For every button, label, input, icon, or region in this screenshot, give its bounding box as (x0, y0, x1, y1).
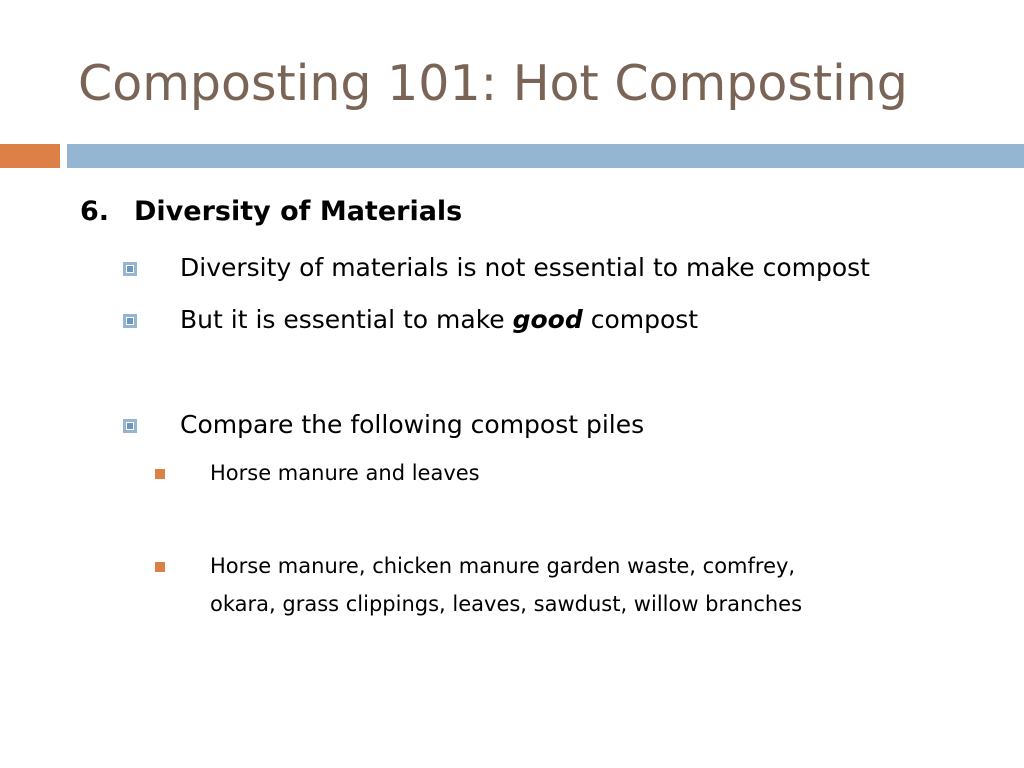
bullet-text-after: compost (582, 305, 699, 334)
sub-bullet-item (210, 454, 480, 492)
bullet-text-emphasis: good (512, 305, 583, 334)
bullet-item (180, 303, 698, 337)
section-heading-text: Diversity of Materials (134, 196, 463, 227)
square-bullet-icon (123, 419, 137, 433)
sub-bullet-text-line-1: Horse manure, chicken manure garden waste, comfrey, (210, 554, 796, 578)
sub-bullet-item (210, 547, 802, 623)
sub-bullet-text-line-2: okara, grass clippings, leaves, sawdust, willow branches (210, 592, 803, 616)
bullet-text-before: But it is essential to make (180, 305, 513, 334)
bullet-text: Compare the following compost piles (180, 410, 645, 439)
orange-square-bullet-icon (155, 469, 165, 479)
bullet-text: Diversity of materials is not essential to make compost (180, 253, 870, 282)
square-bullet-icon (123, 314, 137, 328)
orange-square-bullet-icon (155, 562, 165, 572)
square-bullet-icon (123, 262, 137, 276)
sub-bullet-text: Horse manure and leaves (210, 461, 480, 485)
section-number: 6. (80, 196, 110, 227)
bullet-item (180, 251, 870, 285)
slide-title: Composting 101: Hot Composting (78, 55, 908, 112)
bullet-item (180, 408, 644, 442)
section-heading (80, 192, 462, 232)
